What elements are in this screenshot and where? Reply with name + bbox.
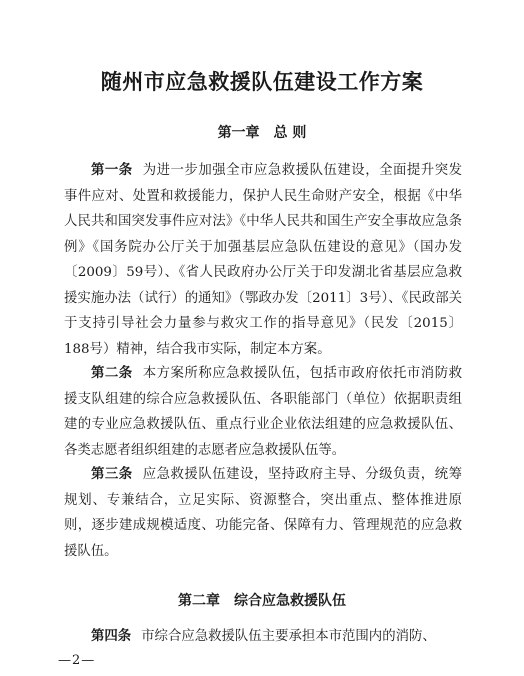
- chapter-2-heading: 第二章 综合应急救援队伍: [178, 593, 346, 609]
- page-number: —2—: [58, 653, 96, 668]
- article-2-paragraph: [64, 361, 462, 463]
- article-3-label: 第三条: [91, 467, 133, 482]
- article-2-label: 第二条: [91, 366, 133, 381]
- article-2-text: 本方案所称应急救援队伍，包括市政府依托市消防救援支队组建的综合应急救援队伍、各职能部门（单位）依据职责组建的专业应急救援队伍、重点行业企业依法组建的应急救援队伍、各类志愿者组织组建的志愿者应急救援队伍等。: [64, 366, 463, 458]
- article-1-text: 为进一步加强全市应急救援队伍建设，全面提升突发事件应对、处置和救援能力，保护人民生命财产安全，根据《中华人民共和国突发事件应对法》《中华人民共和国生产安全事故应急条例》《国务院办公厅关于加强基层应急队伍建设的意见》（国办发〔2009〕59号）、《省人民政府办公厅关于印发湖北省基层应急救援实施办法（试行）的通知》（鄂政办发〔2011〕3号）、《民政部关于支持引导社会力量参与救灾工作的指导意见》（民发〔2015〕188号）精神，结合我市实际，制定本方案。: [64, 163, 463, 357]
- article-1-label: 第一条: [91, 163, 133, 178]
- article-4-paragraph: [64, 624, 462, 650]
- article-1-paragraph: [64, 158, 462, 362]
- article-3-text: 应急救援队伍建设，坚持政府主导、分级负责，统筹规划、专兼结合，立足实际、资源整合，突出重点、整体推进原则，逐步建成规模适度、功能完备、保障有力、管理规范的应急救援队伍。: [64, 467, 463, 559]
- chapter-1-heading: 第一章 总 则: [217, 125, 307, 141]
- document-title: 随州市应急救援队伍建设工作方案: [100, 69, 424, 94]
- article-4-text: 市综合应急救援队伍主要承担本市范围内的消防、: [141, 629, 436, 644]
- article-3-paragraph: [64, 462, 462, 564]
- article-4-label: 第四条: [91, 629, 132, 644]
